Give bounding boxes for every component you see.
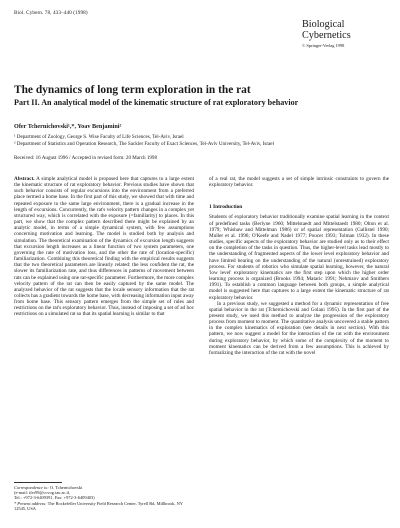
author-list: Ofer Tchernichovski¹,*, Yoav Benjamini² [14,123,122,130]
received-dates: Received: 16 August 1996 / Accepted in revised form: 20 March 1998 [14,155,158,161]
intro-paragraph-1: Students of exploratory behavior traditionally examine spatial learning in the context of predefined tasks (Berlyne 1960; Mittelstaedt and Mittelstaedt 1980; Olton et al. 1979; Whishaw and Mittelman 1986) or of spatial representation (Gallistel 1990; Muller et al. 1996; O'Keefe and Nadel 1977; Poucet 1993; Tolman 1932). In these studies, specific aspects of the exploratory behavior are studied only as to their effect on the completion of the tasks in question. Thus, the higher-level tasks lead mostly to the understanding of fragmented aspects of the lower level exploratory behavior and have limited bearing on the understanding of the natural (unrestrained) exploratory process. For students of robotics who simulate spatial learning, however, the natural 'low level' exploratory kinematics are the first step upon which the higher order learning process is organized (Brooks 1994; Mataric 1991; Nehmzov and Smithers 1991). To establish a common language between both groups, a simple analytical model is suggested here that captures to a large extent the kinematic structure of rat exploratory behavior. [209,214,389,301]
correspondence-phone: Tel.: +972-3-6409391, Fax: +972-3-6409403) [14,495,95,501]
correspondence-email: (e-mail: ifer99@ccvog.tau.ac.il, [14,490,71,496]
paper-title: The dynamics of long term exploration in the rat [14,84,251,96]
present-address-note [14,501,194,511]
abstract [14,176,194,318]
correspondence-label: Correspondence to: [14,485,49,490]
journal-citation: Biol. Cybern. 78, 433–440 (1998) [14,10,88,16]
copyright-notice: © Springer-Verlag 1998 [302,43,345,48]
abstract-text: A simple analytical model is proposed here that captures to a large extent the kinematic structure of rat exploratory behavior. Previous studies have shown that such behavior consists of regular excursions into the environment from a preferred place termed a home base. In the first part of this study, we showed that with time and repeated exposure to the same large environment, there is a gradual increase in the length of excursions. Concurrently, the rat's velocity pattern changes in a complex yet structured way, which is correlated with the exposure (=familiarity) to places. In this part, we show that the complex pattern described there might be explained by an analytic model, in terms of a simple dynamical system, with few assumptions concerning motivation and learning. The model is studied both by analysis and simulation. The theoretical examination of the dynamics of excursion length suggests that excursion length increases as a linear function of two system parameters, one governing the rate of motivation loss, and the other the rate of (location-specific) familiarization. Combining this theoretical finding with the empirical results suggests that the two theoretical parameters are linearly related: the less confident the rat, the slower its familiarization rate, and thus differences in patterns of movement between rats can be explained using one rat-specific parameter. Furthermore, the more complex velocity pattern of the rat can then be easily captured by the same model. The analyzed behavior of the rat suggests that the locale sensory information that the rat collects has a gradient towards the home base, with decreasing information input away from home base. This sensory pattern emerges from the simple set of rules and restrictions on the rat's exploratory behavior. Thus, instead of imposing a set of ad hoc restrictions on a simulated rat so that its spatial learning is similar to that [14,176,195,318]
affiliation-1: ¹ Department of Zoology, George S. Wise Faculty of Life Sciences, Tel-Aviv, Israel [14,134,184,140]
journal-title-line-2: Cybernetics [302,29,351,41]
journal-title [302,20,390,41]
affiliation-2: ² Department of Statistics and Operation Research, The Sackler Faculty of Exact Sciences, Tel-Aviv University, Tel-Aviv, Israel [14,141,274,147]
footnotes [14,485,194,511]
journal-title-line-1: Biological [302,19,345,30]
journal-masthead [302,20,390,48]
left-column [14,176,194,318]
present-address-label: * Present address: [14,500,47,506]
present-address-text: The Rockefeller University Field Research Center, Tyrell Rd, Millbrook, NY 12545, USA [14,500,183,511]
abstract-continuation: of a real rat, the model suggests a set of simple intrinsic constraints to govern the exploratory behavior. [209,176,389,189]
footnote-divider [14,482,62,483]
abstract-label: Abstract. [14,176,35,182]
correspondence-name: O. Tchernichovski [49,485,83,490]
paper-subtitle: Part II. An analytical model of the kinematic structure of rat exploratory behavior [14,98,299,107]
section-heading: 1 Introduction [209,204,243,211]
right-column [209,176,389,356]
intro-paragraph-2: In a previous study, we suggested a method for a dynamic representation of free spatial behavior in the rat (Tchernichovski and Golani 1995). In the first part of the present study, we used this method to analyze the progression of the exploratory process from moment to moment. The quantitative analysis uncovered a stable pattern in the complex kinematics of exploration (see details in next section). With this pattern, we now suggest a model for the interaction of the rat with the environment during exploratory behavior, by which some of the complexity of the moment to moment kinematics can be derived from a few assumptions. This is achieved by formalizing the interaction of the rat with the novel [209,300,389,356]
